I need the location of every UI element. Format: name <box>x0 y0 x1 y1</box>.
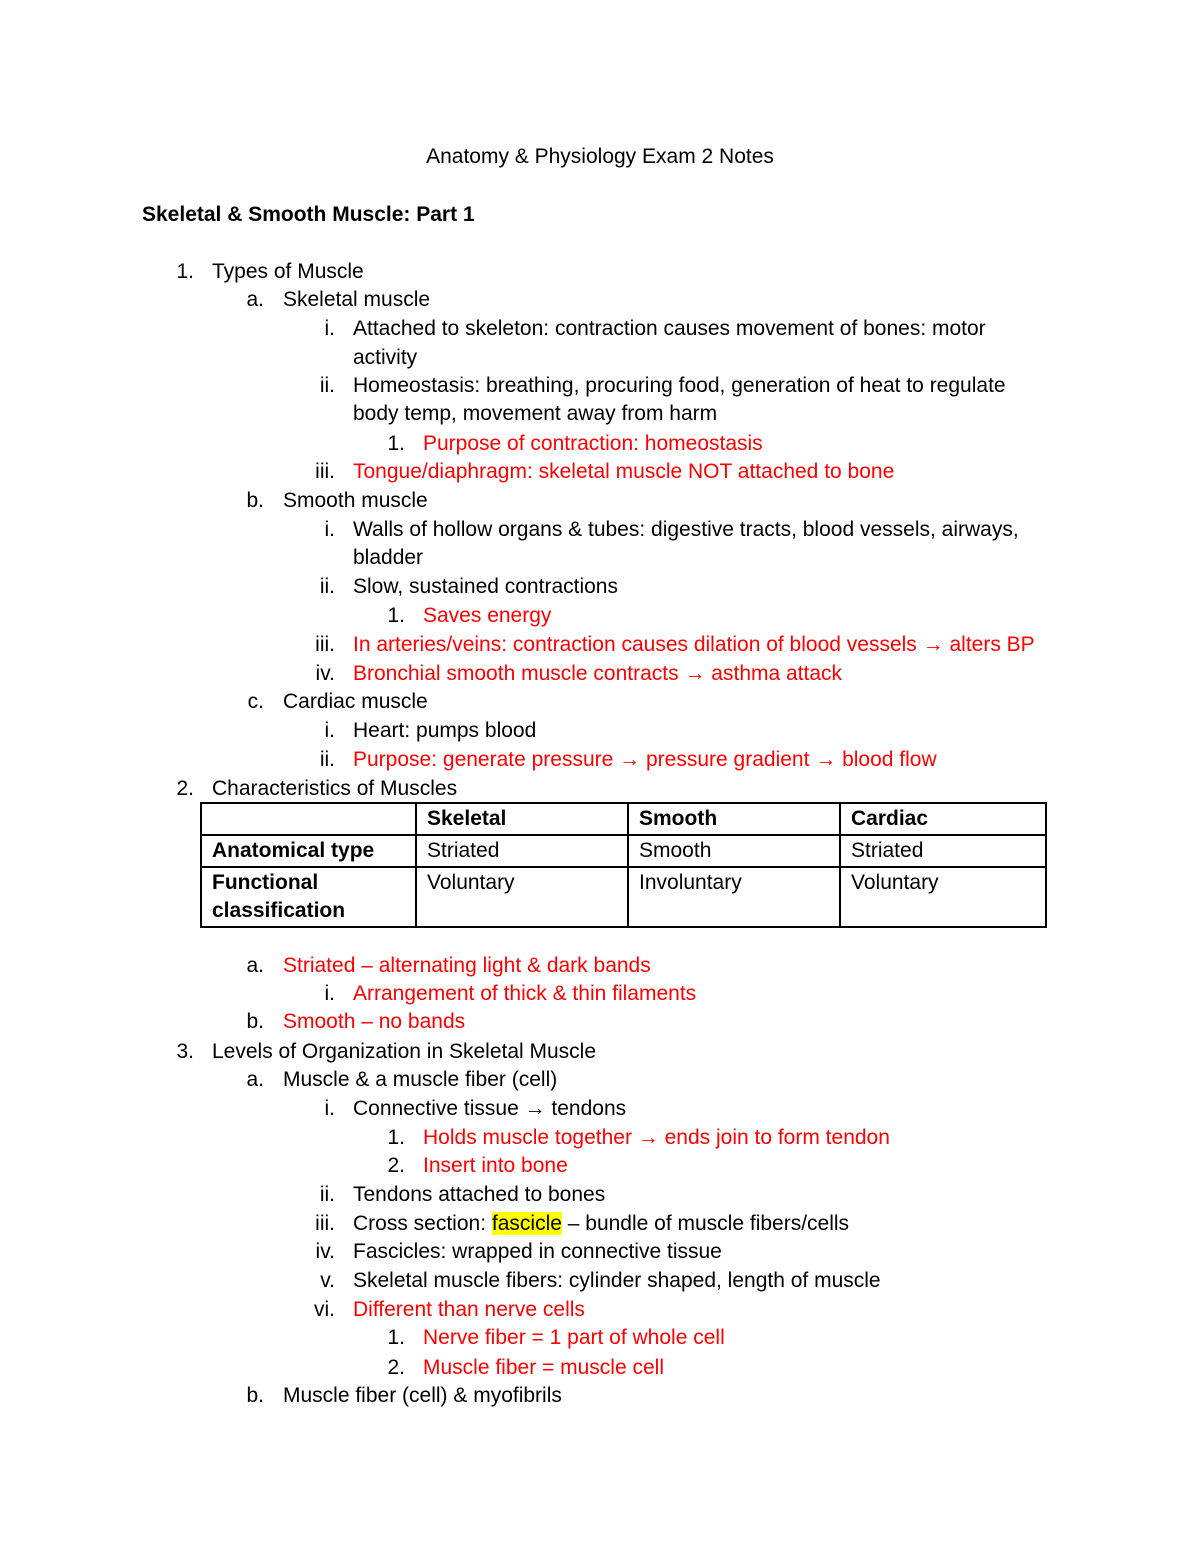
table-cell: Striated <box>416 835 628 867</box>
list-marker: 3. <box>176 1040 194 1063</box>
table-cell: Voluntary <box>416 867 628 927</box>
characteristics-table <box>200 802 1047 928</box>
list-item: Smooth muscle <box>283 489 428 512</box>
list-item: Tongue/diaphragm: skeletal muscle NOT attached to bone <box>353 460 895 483</box>
list-item-continuation: activity <box>353 346 418 369</box>
list-item: Walls of hollow organs & tubes: digestive tracts, blood vessels, airways, <box>353 518 1019 541</box>
list-item: Saves energy <box>423 604 552 627</box>
list-item: Heart: pumps blood <box>353 719 537 742</box>
list-marker: ii. <box>319 1183 335 1206</box>
list-item: Arrangement of thick & thin filaments <box>353 982 697 1005</box>
list-marker: vi. <box>314 1298 335 1321</box>
list-marker: b. <box>246 489 264 512</box>
list-item: Levels of Organization in Skeletal Muscle <box>212 1040 597 1063</box>
section-heading: Skeletal & Smooth Muscle: Part 1 <box>142 203 475 226</box>
list-marker: b. <box>246 1010 264 1033</box>
list-item: Muscle & a muscle fiber (cell) <box>283 1068 558 1091</box>
list-item: Muscle fiber (cell) & myofibrils <box>283 1384 562 1407</box>
list-marker: c. <box>247 690 264 713</box>
table-row <box>201 835 1046 867</box>
list-marker: i. <box>324 518 335 541</box>
list-item: Nerve fiber = 1 part of whole cell <box>423 1326 725 1349</box>
table-header-cell: Skeletal <box>416 803 628 835</box>
list-item: Characteristics of Muscles <box>212 777 458 800</box>
list-marker: 1. <box>387 1126 405 1149</box>
list-item: Muscle fiber = muscle cell <box>423 1356 664 1379</box>
list-item: Smooth – no bands <box>283 1010 466 1033</box>
list-marker: i. <box>324 1097 335 1120</box>
list-marker: iii. <box>315 460 335 483</box>
list-marker: 1. <box>387 604 405 627</box>
list-item: Fascicles: wrapped in connective tissue <box>353 1240 722 1263</box>
table-row-label: Functional classification <box>201 867 416 927</box>
list-marker: iv. <box>315 1240 335 1263</box>
table-header-row <box>201 803 1046 835</box>
list-marker: 1. <box>387 1326 405 1349</box>
list-marker: i. <box>324 982 335 1005</box>
list-item: Tendons attached to bones <box>353 1183 606 1206</box>
table-header-cell: Smooth <box>628 803 840 835</box>
list-item: Attached to skeleton: contraction causes movement of bones: motor <box>353 317 986 340</box>
list-marker: 1. <box>176 260 194 283</box>
list-marker: 2. <box>176 777 194 800</box>
text-segment: Cross section: <box>353 1212 492 1235</box>
list-marker: iii. <box>315 1212 335 1235</box>
list-marker: iv. <box>315 662 335 685</box>
list-item: In arteries/veins: contraction causes dilation of blood vessels → alters BP <box>353 633 1035 656</box>
table-row-label: Anatomical type <box>201 835 416 867</box>
list-marker: b. <box>246 1384 264 1407</box>
document-title: Anatomy & Physiology Exam 2 Notes <box>426 145 774 168</box>
list-item: Connective tissue → tendons <box>353 1097 627 1120</box>
table-header-cell <box>201 803 416 835</box>
list-item-continuation: bladder <box>353 546 424 569</box>
table-cell: Striated <box>840 835 1046 867</box>
table-row <box>201 867 1046 927</box>
list-marker: a. <box>246 954 264 977</box>
table-cell: Voluntary <box>840 867 1046 927</box>
list-marker: iii. <box>315 633 335 656</box>
list-marker: ii. <box>319 748 335 771</box>
list-item: Holds muscle together → ends join to form tendon <box>423 1126 890 1149</box>
list-item: Striated – alternating light & dark bands <box>283 954 651 977</box>
table-cell: Smooth <box>628 835 840 867</box>
list-item: Insert into bone <box>423 1154 568 1177</box>
list-item: Slow, sustained contractions <box>353 575 618 598</box>
list-marker: a. <box>246 1068 264 1091</box>
list-marker: i. <box>324 317 335 340</box>
list-marker: 1. <box>387 432 405 455</box>
list-item: Purpose: generate pressure → pressure gradient → blood flow <box>353 748 937 771</box>
text-segment: – bundle of muscle fibers/cells <box>561 1212 850 1235</box>
list-marker: ii. <box>319 575 335 598</box>
list-marker: v. <box>320 1269 335 1292</box>
list-item: Different than nerve cells <box>353 1298 585 1321</box>
list-item: Skeletal muscle fibers: cylinder shaped, length of muscle <box>353 1269 881 1292</box>
list-item-continuation: body temp, movement away from harm <box>353 402 718 425</box>
list-marker: a. <box>246 288 264 311</box>
table-cell: Involuntary <box>628 867 840 927</box>
list-marker: 2. <box>387 1154 405 1177</box>
list-item <box>353 1210 849 1238</box>
list-item: Purpose of contraction: homeostasis <box>423 432 763 455</box>
list-item: Skeletal muscle <box>283 288 431 311</box>
list-item: Cardiac muscle <box>283 690 428 713</box>
table-header-cell: Cardiac <box>840 803 1046 835</box>
highlighted-term: fascicle <box>491 1212 562 1235</box>
list-marker: i. <box>324 719 335 742</box>
list-item: Types of Muscle <box>212 260 364 283</box>
list-item: Bronchial smooth muscle contracts → asthma attack <box>353 662 843 685</box>
list-marker: ii. <box>319 374 335 397</box>
list-item: Homeostasis: breathing, procuring food, generation of heat to regulate <box>353 374 1006 397</box>
list-marker: 2. <box>387 1356 405 1379</box>
